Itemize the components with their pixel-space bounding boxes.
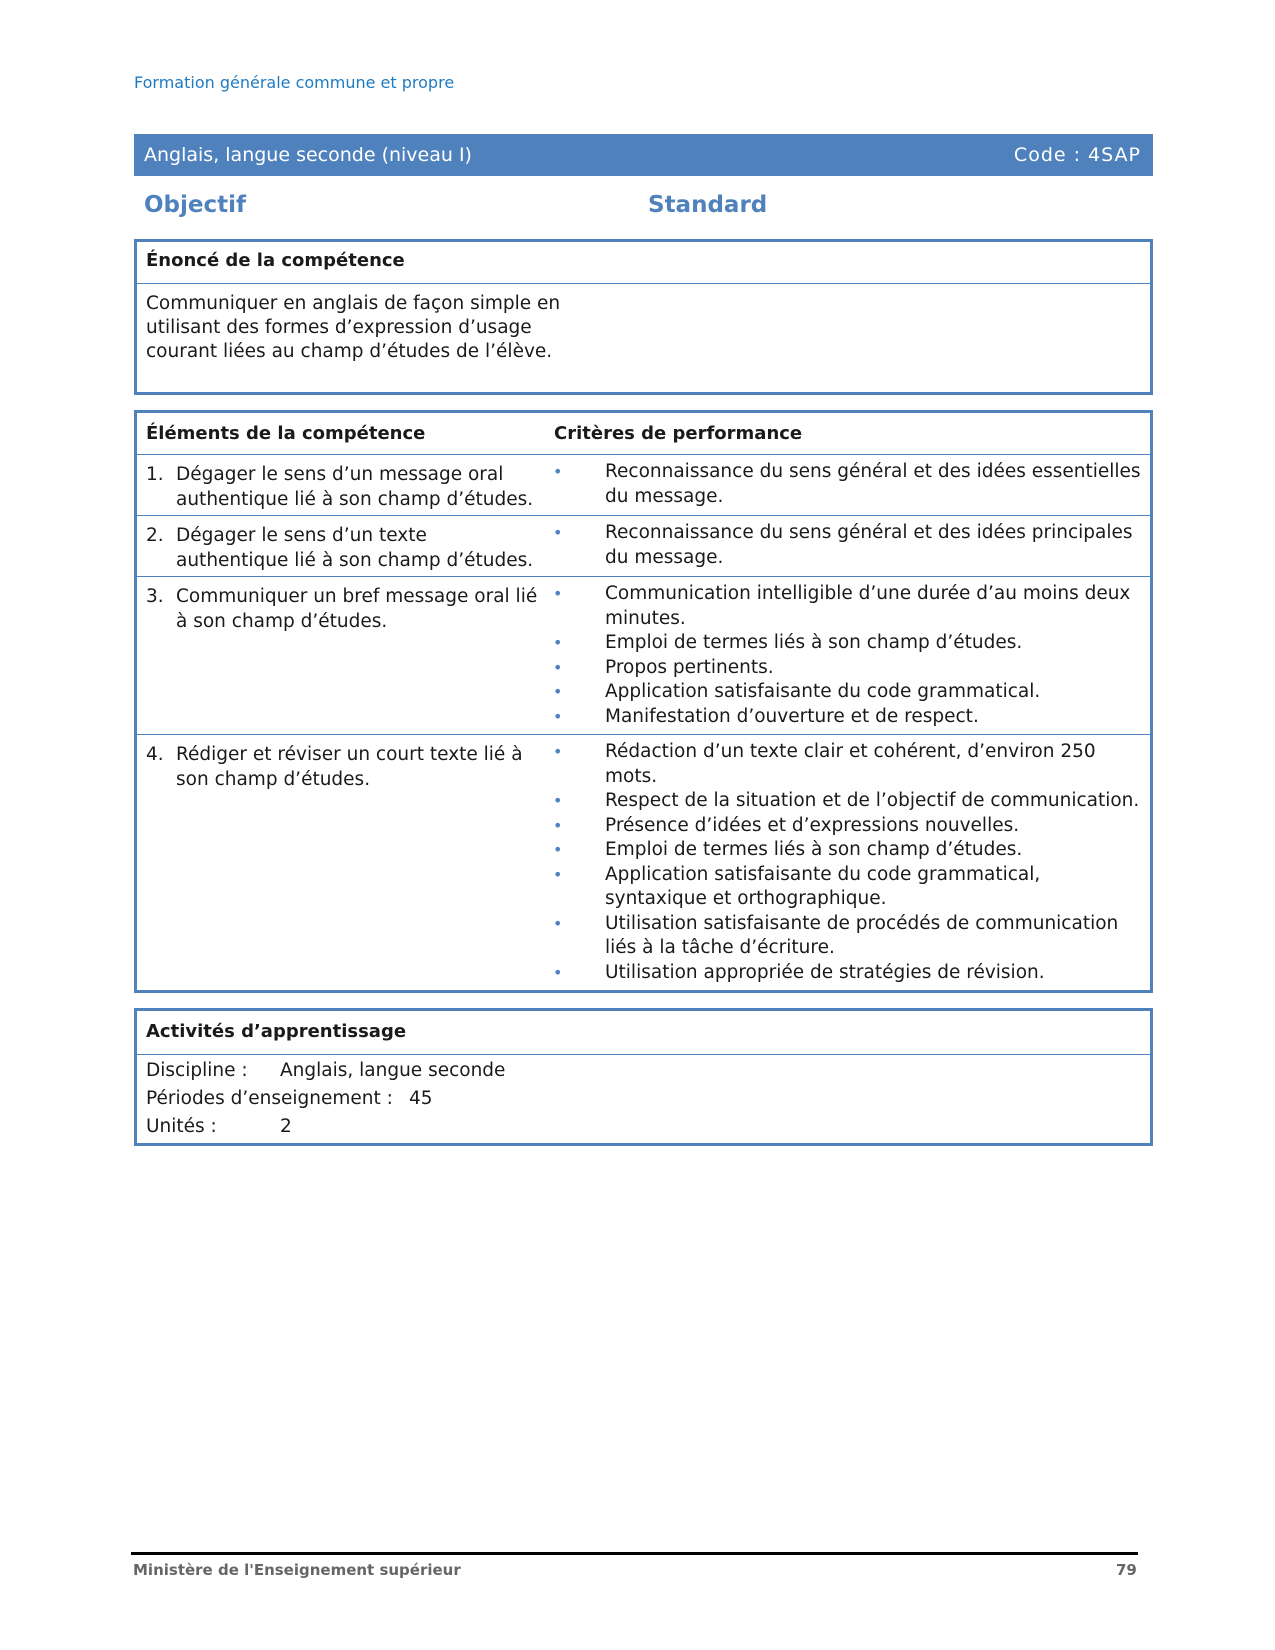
page-number: 79 xyxy=(1116,1561,1137,1579)
criteria-item xyxy=(545,863,1144,912)
periodes-label: Périodes d’enseignement : xyxy=(146,1088,393,1109)
criteria-text: Manifestation d’ouverture et de respect. xyxy=(605,705,979,727)
running-head: Formation générale commune et propre xyxy=(134,73,455,92)
bullet-icon: • xyxy=(553,962,563,982)
element-number: 1. xyxy=(146,464,164,485)
heading-standard: Standard xyxy=(648,192,768,218)
element-text: Rédiger et réviser un court texte lié à son champ d’études. xyxy=(176,744,523,790)
unites-value: 2 xyxy=(280,1116,292,1137)
bullet-icon: • xyxy=(553,864,563,884)
unites-label: Unités : xyxy=(146,1116,217,1137)
element-text: Dégager le sens d’un texte authentique lié à son champ d’études. xyxy=(176,525,534,571)
elements-table-body xyxy=(137,455,1150,991)
criteria-item xyxy=(545,460,1144,509)
course-code: Code : 4SAP xyxy=(1013,144,1141,166)
element-number: 4. xyxy=(146,744,164,765)
criteria-item xyxy=(545,521,1144,570)
element-number: 2. xyxy=(146,525,164,546)
criteria-list xyxy=(545,455,1150,515)
criteria-item xyxy=(545,789,1144,814)
bullet-icon: • xyxy=(553,742,563,761)
criteria-item xyxy=(545,814,1144,839)
criteria-text: Communication intelligible d’une durée d’au moins deux minutes. xyxy=(605,583,1131,629)
table-row xyxy=(137,516,1150,577)
criteria-item xyxy=(545,961,1144,986)
criteria-item xyxy=(545,631,1144,656)
bullet-icon: • xyxy=(553,840,563,859)
criteria-text: Rédaction d’un texte clair et cohérent, d’environ 250 mots. xyxy=(605,741,1096,787)
criteria-text: Utilisation satisfaisante de procédés de communication liés à la tâche d’écriture. xyxy=(605,912,1119,958)
col-header-criteres: Critères de performance xyxy=(554,423,803,444)
criteria-list xyxy=(545,735,1150,991)
table-row xyxy=(137,577,1150,735)
criteria-item xyxy=(545,656,1144,681)
bullet-icon: • xyxy=(553,815,563,835)
criteria-text: Reconnaissance du sens général et des idées essentielles du message. xyxy=(605,461,1141,507)
bullet-icon: • xyxy=(553,633,563,652)
course-title: Anglais, langue seconde (niveau I) xyxy=(144,144,472,166)
unites-line xyxy=(146,1113,1141,1141)
table-row xyxy=(137,735,1150,991)
element-cell xyxy=(137,516,545,576)
bullet-icon: • xyxy=(553,706,563,726)
discipline-value: Anglais, langue seconde xyxy=(280,1060,506,1081)
heading-objectif: Objectif xyxy=(144,192,247,218)
periodes-value: 45 xyxy=(409,1088,433,1109)
criteria-text: Présence d’idées et d’expressions nouvelles. xyxy=(605,814,1020,836)
element-text: Communiquer un bref message oral lié à son champ d’études. xyxy=(176,586,538,632)
element-number: 3. xyxy=(146,586,164,607)
criteria-list xyxy=(545,577,1150,734)
periodes-line xyxy=(146,1085,1141,1113)
activites-body xyxy=(137,1055,1150,1143)
criteria-item xyxy=(545,838,1144,863)
bullet-icon: • xyxy=(553,657,563,677)
criteria-text: Respect de la situation et de l’objectif de communication. xyxy=(605,790,1140,811)
criteria-text: Emploi de termes liés à son champ d’études. xyxy=(605,632,1023,653)
footer-divider xyxy=(131,1552,1138,1555)
elements-table-header xyxy=(137,413,1150,455)
enonce-text: Communiquer en anglais de façon simple en utilisant des formes d’expression d’usage courant liées au champ d’études de l’élève. xyxy=(146,293,561,362)
discipline-label: Discipline : xyxy=(146,1060,248,1081)
element-text: Dégager le sens d’un message oral authentique lié à son champ d’études. xyxy=(176,464,534,510)
table-row xyxy=(137,455,1150,516)
criteria-item xyxy=(545,912,1144,961)
bullet-icon: • xyxy=(553,682,563,701)
criteria-text: Emploi de termes liés à son champ d’études. xyxy=(605,839,1023,860)
activites-header: Activités d’apprentissage xyxy=(137,1011,1150,1055)
criteria-text: Application satisfaisante du code grammatical. xyxy=(605,681,1041,702)
criteria-item xyxy=(545,680,1144,705)
discipline-line xyxy=(146,1057,1141,1085)
criteria-text: Propos pertinents. xyxy=(605,656,774,678)
footer-ministry: Ministère de l'Enseignement supérieur xyxy=(133,1561,461,1579)
criteria-item xyxy=(545,705,1144,730)
enonce-box xyxy=(134,239,1153,395)
criteria-list xyxy=(545,516,1150,576)
bullet-icon: • xyxy=(553,913,563,933)
criteria-item xyxy=(545,740,1144,789)
elements-table xyxy=(134,410,1153,993)
criteria-item xyxy=(545,582,1144,631)
bullet-icon: • xyxy=(553,584,563,603)
element-cell xyxy=(137,577,545,734)
course-title-bar xyxy=(134,134,1153,176)
bullet-icon: • xyxy=(553,462,563,481)
enonce-header: Énoncé de la compétence xyxy=(137,242,1150,284)
element-cell xyxy=(137,455,545,515)
element-cell xyxy=(137,735,545,991)
col-header-elements: Éléments de la compétence xyxy=(146,423,426,444)
criteria-text: Reconnaissance du sens général et des idées principales du message. xyxy=(605,522,1133,568)
activites-box xyxy=(134,1008,1153,1146)
bullet-icon: • xyxy=(553,523,563,542)
criteria-text: Application satisfaisante du code grammatical, syntaxique et orthographique. xyxy=(605,863,1041,909)
bullet-icon: • xyxy=(553,791,563,810)
criteria-text: Utilisation appropriée de stratégies de révision. xyxy=(605,961,1045,983)
